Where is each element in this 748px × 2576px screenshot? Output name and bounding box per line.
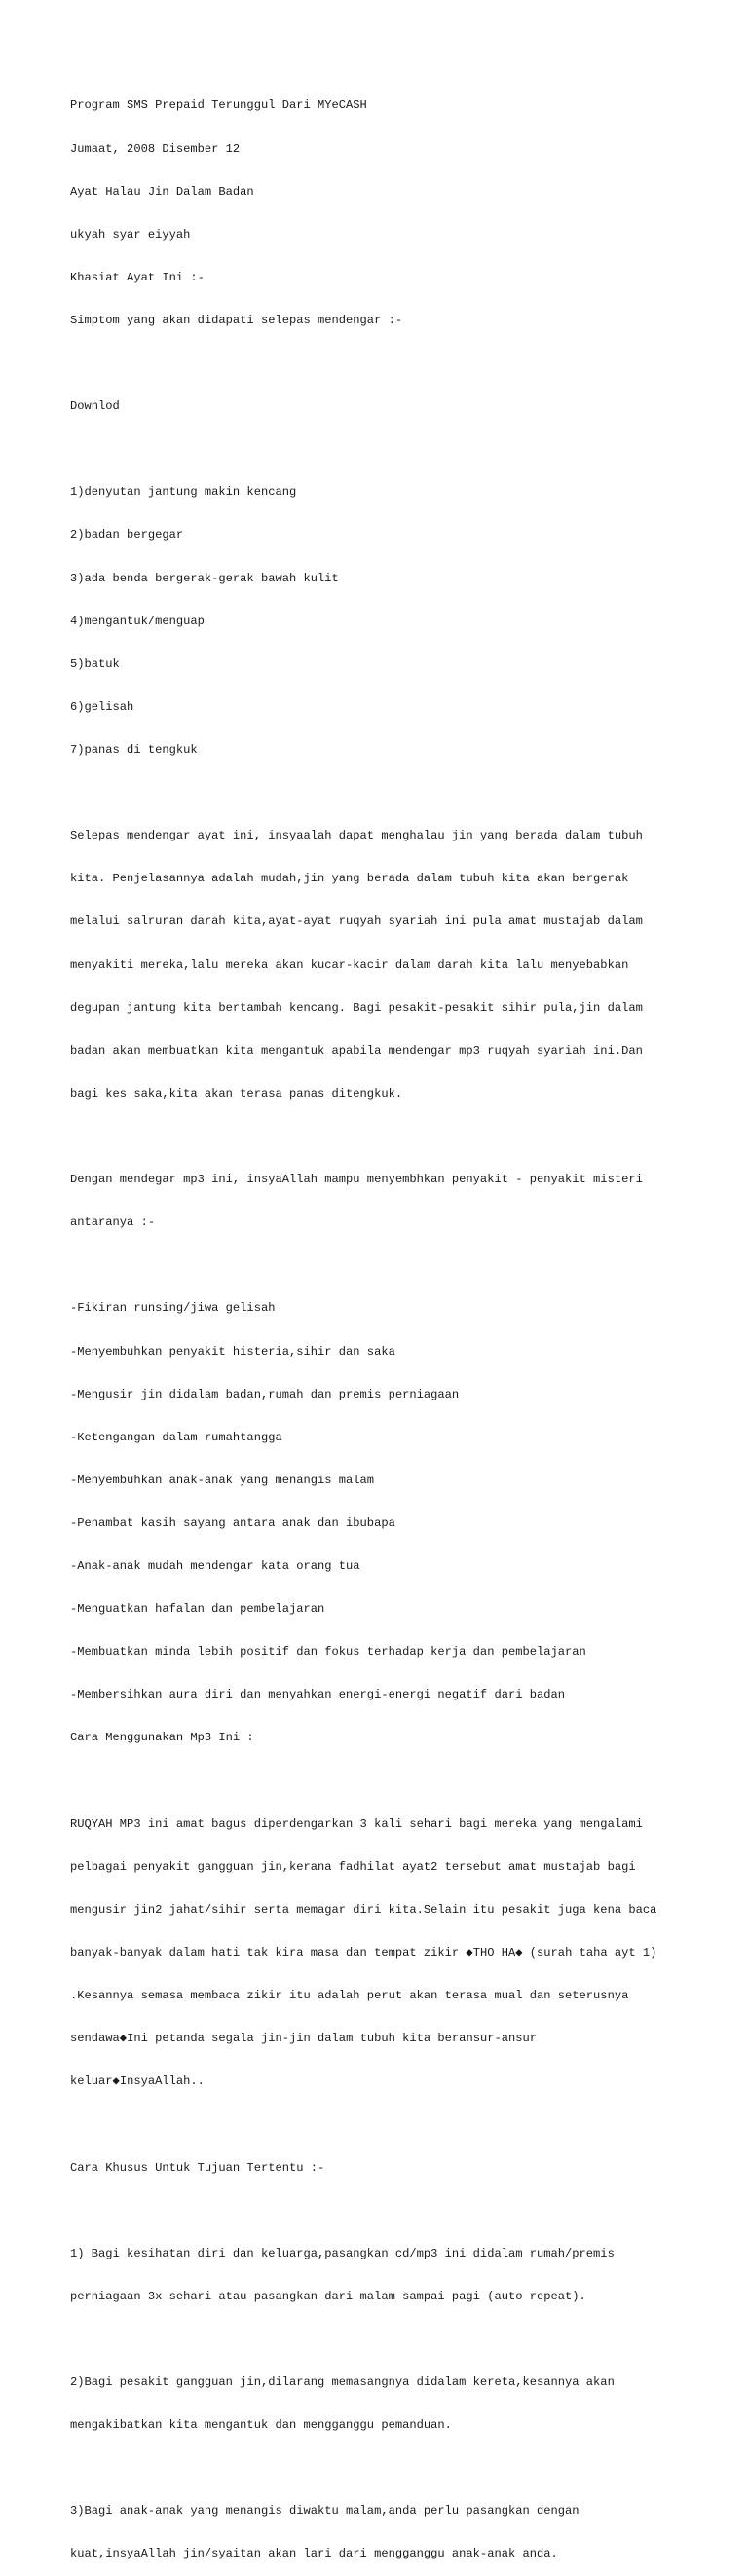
doc-line: [70, 1774, 713, 1789]
document-body: [70, 70, 713, 2576]
doc-line: -Menguatkan hafalan dan pembelajaran: [70, 1602, 325, 1617]
doc-line: [70, 2461, 713, 2476]
doc-line: -Mengusir jin didalam badan,rumah dan premis perniagaan: [70, 1387, 460, 1401]
doc-line: 1)denyutan jantung makin kencang: [70, 485, 297, 500]
doc-line: [70, 442, 713, 457]
doc-line: melalui salruran darah kita,ayat-ayat ruqyah syariah ini pula amat mustajab dalam: [70, 915, 643, 929]
doc-line: 4)mengantuk/menguap: [70, 614, 205, 628]
doc-line: 5)batuk: [70, 656, 120, 671]
doc-line: [70, 356, 713, 371]
doc-line: -Penambat kasih sayang antara anak dan ibubapa: [70, 1515, 395, 1530]
doc-line: pelbagai penyakit gangguan jin,kerana fadhilat ayat2 tersebut amat mustajab bagi: [70, 1859, 636, 1874]
doc-line: Selepas mendengar ayat ini, insyaalah dapat menghalau jin yang berada dalam tubuh: [70, 829, 643, 843]
doc-line: Jumaat, 2008 Disember 12: [70, 141, 241, 156]
doc-line: 3)ada benda bergerak-gerak bawah kulit: [70, 571, 339, 585]
doc-line: [70, 1130, 713, 1144]
doc-line: Cara Menggunakan Mp3 Ini :: [70, 1731, 254, 1745]
doc-line: -Anak-anak mudah mendengar kata orang tua: [70, 1559, 360, 1574]
doc-line: -Ketengangan dalam rumahtangga: [70, 1430, 282, 1444]
doc-line: kuat,insyaAllah jin/syaitan akan lari dari mengganggu anak-anak anda.: [70, 2547, 558, 2561]
doc-line: banyak-banyak dalam hati tak kira masa dan tempat zikir ◆THO HA◆ (surah taha ayt 1): [70, 1946, 657, 1960]
doc-line: mengakibatkan kita mengantuk dan mengganggu pemanduan.: [70, 2418, 452, 2433]
doc-line: sendawa◆Ini petanda segala jin-jin dalam tubuh kita beransur-ansur: [70, 2032, 538, 2046]
doc-line: 7)panas di tengkuk: [70, 743, 198, 758]
doc-line: [70, 1258, 713, 1273]
doc-line: menyakiti mereka,lalu mereka akan kucar-kacir dalam darah kita lalu menyebabkan: [70, 957, 629, 972]
doc-line: RUQYAH MP3 ini amat bagus diperdengarkan 3 kali sehari bagi mereka yang mengalami: [70, 1816, 643, 1831]
doc-line: 3)Bagi anak-anak yang menangis diwaktu malam,anda perlu pasangkan dengan: [70, 2504, 580, 2519]
doc-line: kita. Penjelasannya adalah mudah,jin yang berada dalam tubuh kita akan bergerak: [70, 872, 629, 886]
doc-line: .Kesannya semasa membaca zikir itu adalah perut akan terasa mual dan seterusnya: [70, 1989, 629, 2003]
doc-line: keluar◆InsyaAllah..: [70, 2074, 205, 2089]
doc-line: Program SMS Prepaid Terunggul Dari MYeCASH: [70, 98, 367, 113]
doc-line: ukyah syar eiyyah: [70, 227, 191, 242]
doc-line: [70, 2204, 713, 2219]
doc-line: Downlod: [70, 399, 120, 414]
doc-line: Khasiat Ayat Ini :-: [70, 270, 205, 284]
doc-line: antaranya :-: [70, 1215, 156, 1230]
doc-line: badan akan membuatkan kita mengantuk apabila mendengar mp3 ruqyah syariah ini.Dan: [70, 1043, 643, 1058]
doc-line: -Menyembuhkan anak-anak yang menangis malam: [70, 1473, 375, 1487]
doc-line: [70, 2333, 713, 2347]
doc-line: 2)badan bergegar: [70, 528, 184, 542]
doc-line: 6)gelisah: [70, 699, 134, 714]
doc-line: -Fikiran runsing/jiwa gelisah: [70, 1301, 276, 1316]
doc-line: Cara Khusus Untuk Tujuan Tertentu :-: [70, 2160, 325, 2175]
doc-line: mengusir jin2 jahat/sihir serta memagar diri kita.Selain itu pesakit juga kena baca: [70, 1902, 657, 1917]
doc-line: 1) Bagi kesihatan diri dan keluarga,pasangkan cd/mp3 ini didalam rumah/premis: [70, 2246, 615, 2260]
doc-line: Dengan mendegar mp3 ini, insyaAllah mampu menyembhkan penyakit - penyakit misteri: [70, 1173, 643, 1187]
doc-line: perniagaan 3x sehari atau pasangkan dari malam sampai pagi (auto repeat).: [70, 2289, 586, 2303]
doc-line: -Menyembuhkan penyakit histeria,sihir dan saka: [70, 1344, 395, 1359]
doc-line: Ayat Halau Jin Dalam Badan: [70, 184, 254, 199]
doc-line: [70, 2117, 713, 2132]
doc-line: degupan jantung kita bertambah kencang. Bagi pesakit-pesakit sihir pula,jin dalam: [70, 1000, 643, 1015]
doc-line: bagi kes saka,kita akan terasa panas ditengkuk.: [70, 1086, 403, 1101]
doc-line: Simptom yang akan didapati selepas mendengar :-: [70, 313, 403, 327]
doc-line: [70, 786, 713, 801]
doc-line: -Membuatkan minda lebih positif dan fokus terhadap kerja dan pembelajaran: [70, 1645, 586, 1660]
doc-line: -Membersihkan aura diri dan menyahkan energi-energi negatif dari badan: [70, 1688, 566, 1702]
doc-line: 2)Bagi pesakit gangguan jin,dilarang memasangnya didalam kereta,kesannya akan: [70, 2375, 615, 2390]
